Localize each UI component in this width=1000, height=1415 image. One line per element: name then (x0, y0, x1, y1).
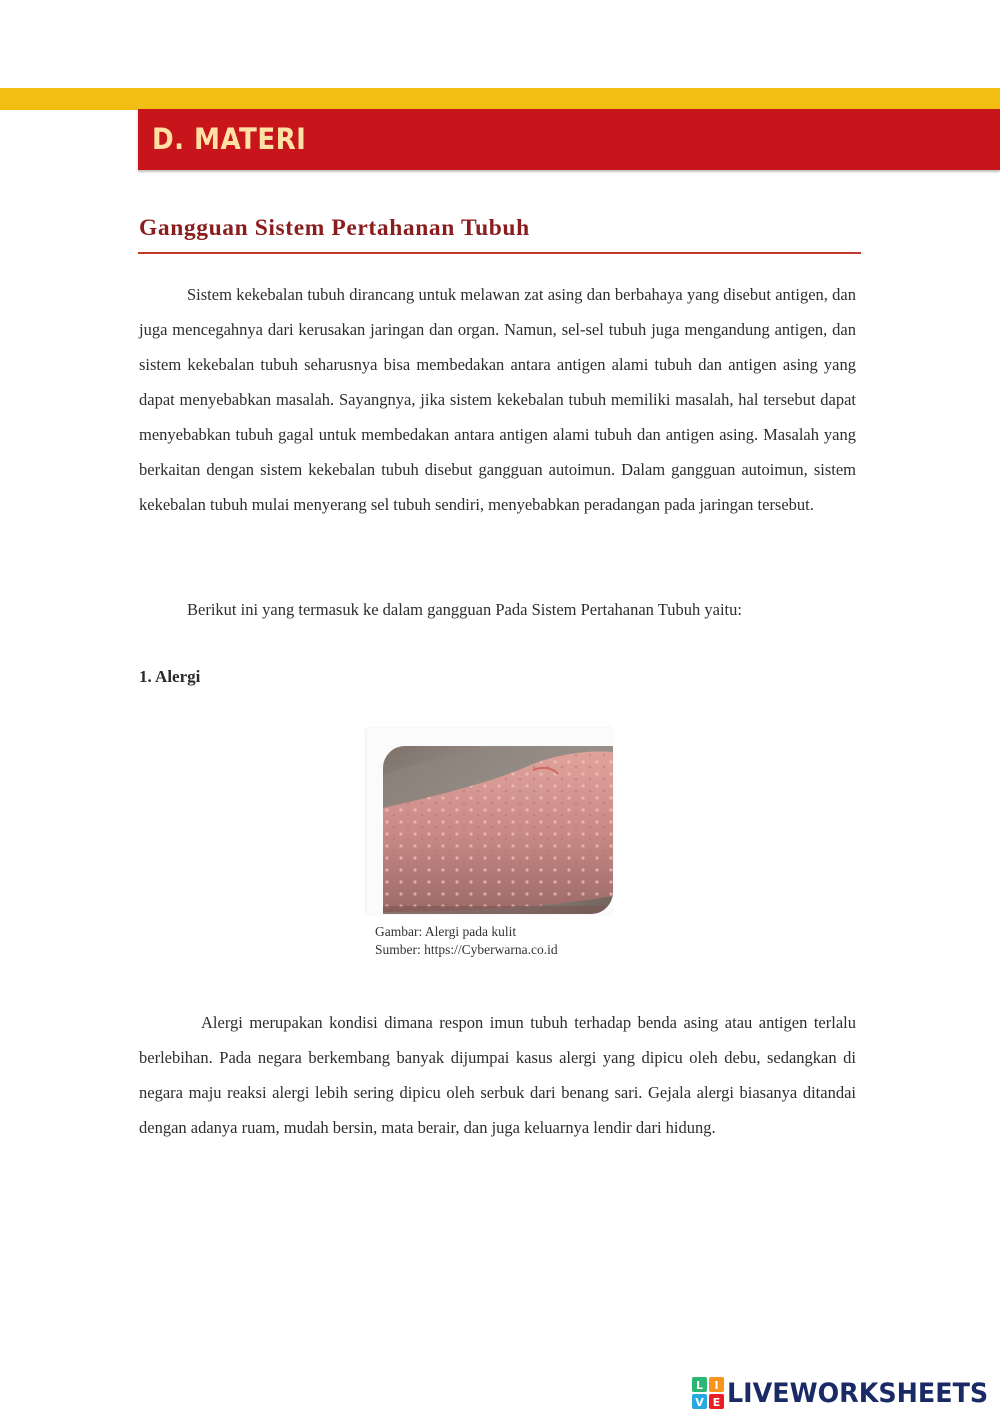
liveworksheets-logo-icon (691, 1376, 725, 1410)
alergi-paragraph: Alergi merupakan kondisi dimana respon imun tubuh terhadap benda asing atau antigen terlalu berlebihan. Pada negara berkembang banyak dijumpai kasus alergi yang dipicu oleh debu, sedangkan di negara maju reaksi alergi lebih sering dipicu oleh serbuk dari benang sari. Gejala alergi biasanya ditandai dengan adanya ruam, mudah bersin, mata berair, dan juga keluarnya lendir dari hidung. (139, 1013, 856, 1137)
liveworksheets-watermark (691, 1373, 1000, 1413)
figure-caption (375, 923, 558, 959)
logo-letter-e: E (712, 1396, 721, 1409)
logo-letter-v: V (695, 1396, 704, 1409)
page-heading: Gangguan Sistem Pertahanan Tubuh (139, 215, 530, 241)
logo-letter-i: I (714, 1379, 719, 1392)
intro-paragraph: Sistem kekebalan tubuh dirancang untuk melawan zat asing dan berbahaya yang disebut antigen, dan juga mencegahnya dari kerusakan jaringan dan organ. Namun, sel-sel tubuh juga mengandung antigen, dan sistem kekebalan tubuh seharusnya bisa membedakan antara antigen alami tubuh dan antigen asing yang dapat menyebabkan masalah. Sayangnya, jika sistem kekebalan tubuh memiliki masalah, hal tersebut dapat menyebabkan tubuh gagal untuk membedakan antara antigen alami tubuh dan antigen asing. Masalah yang berkaitan dengan sistem kekebalan tubuh disebut gangguan autoimun. Dalam gangguan autoimun, sistem kekebalan tubuh mulai menyerang sel tubuh sendiri, menyebabkan peradangan pada jaringan tersebut. (139, 285, 856, 514)
heading-underline (138, 252, 861, 254)
top-accent-stripe (0, 88, 1000, 110)
section-title: D. MATERI (152, 122, 307, 156)
list-intro-paragraph: Berikut ini yang termasuk ke dalam gangguan Pada Sistem Pertahanan Tubuh yaitu: (187, 600, 742, 619)
caption-source: Sumber: https://Cyberwarna.co.id (375, 942, 558, 957)
logo-letter-l: L (695, 1379, 704, 1392)
section-header-band (138, 109, 1000, 170)
figure-frame (367, 728, 613, 914)
allergy-skin-photo (383, 746, 613, 914)
subheading-alergi: 1. Alergi (139, 667, 201, 686)
caption-title: Gambar: Alergi pada kulit (375, 924, 517, 939)
watermark-text: LIVEWORKSHEETS (727, 1377, 989, 1409)
